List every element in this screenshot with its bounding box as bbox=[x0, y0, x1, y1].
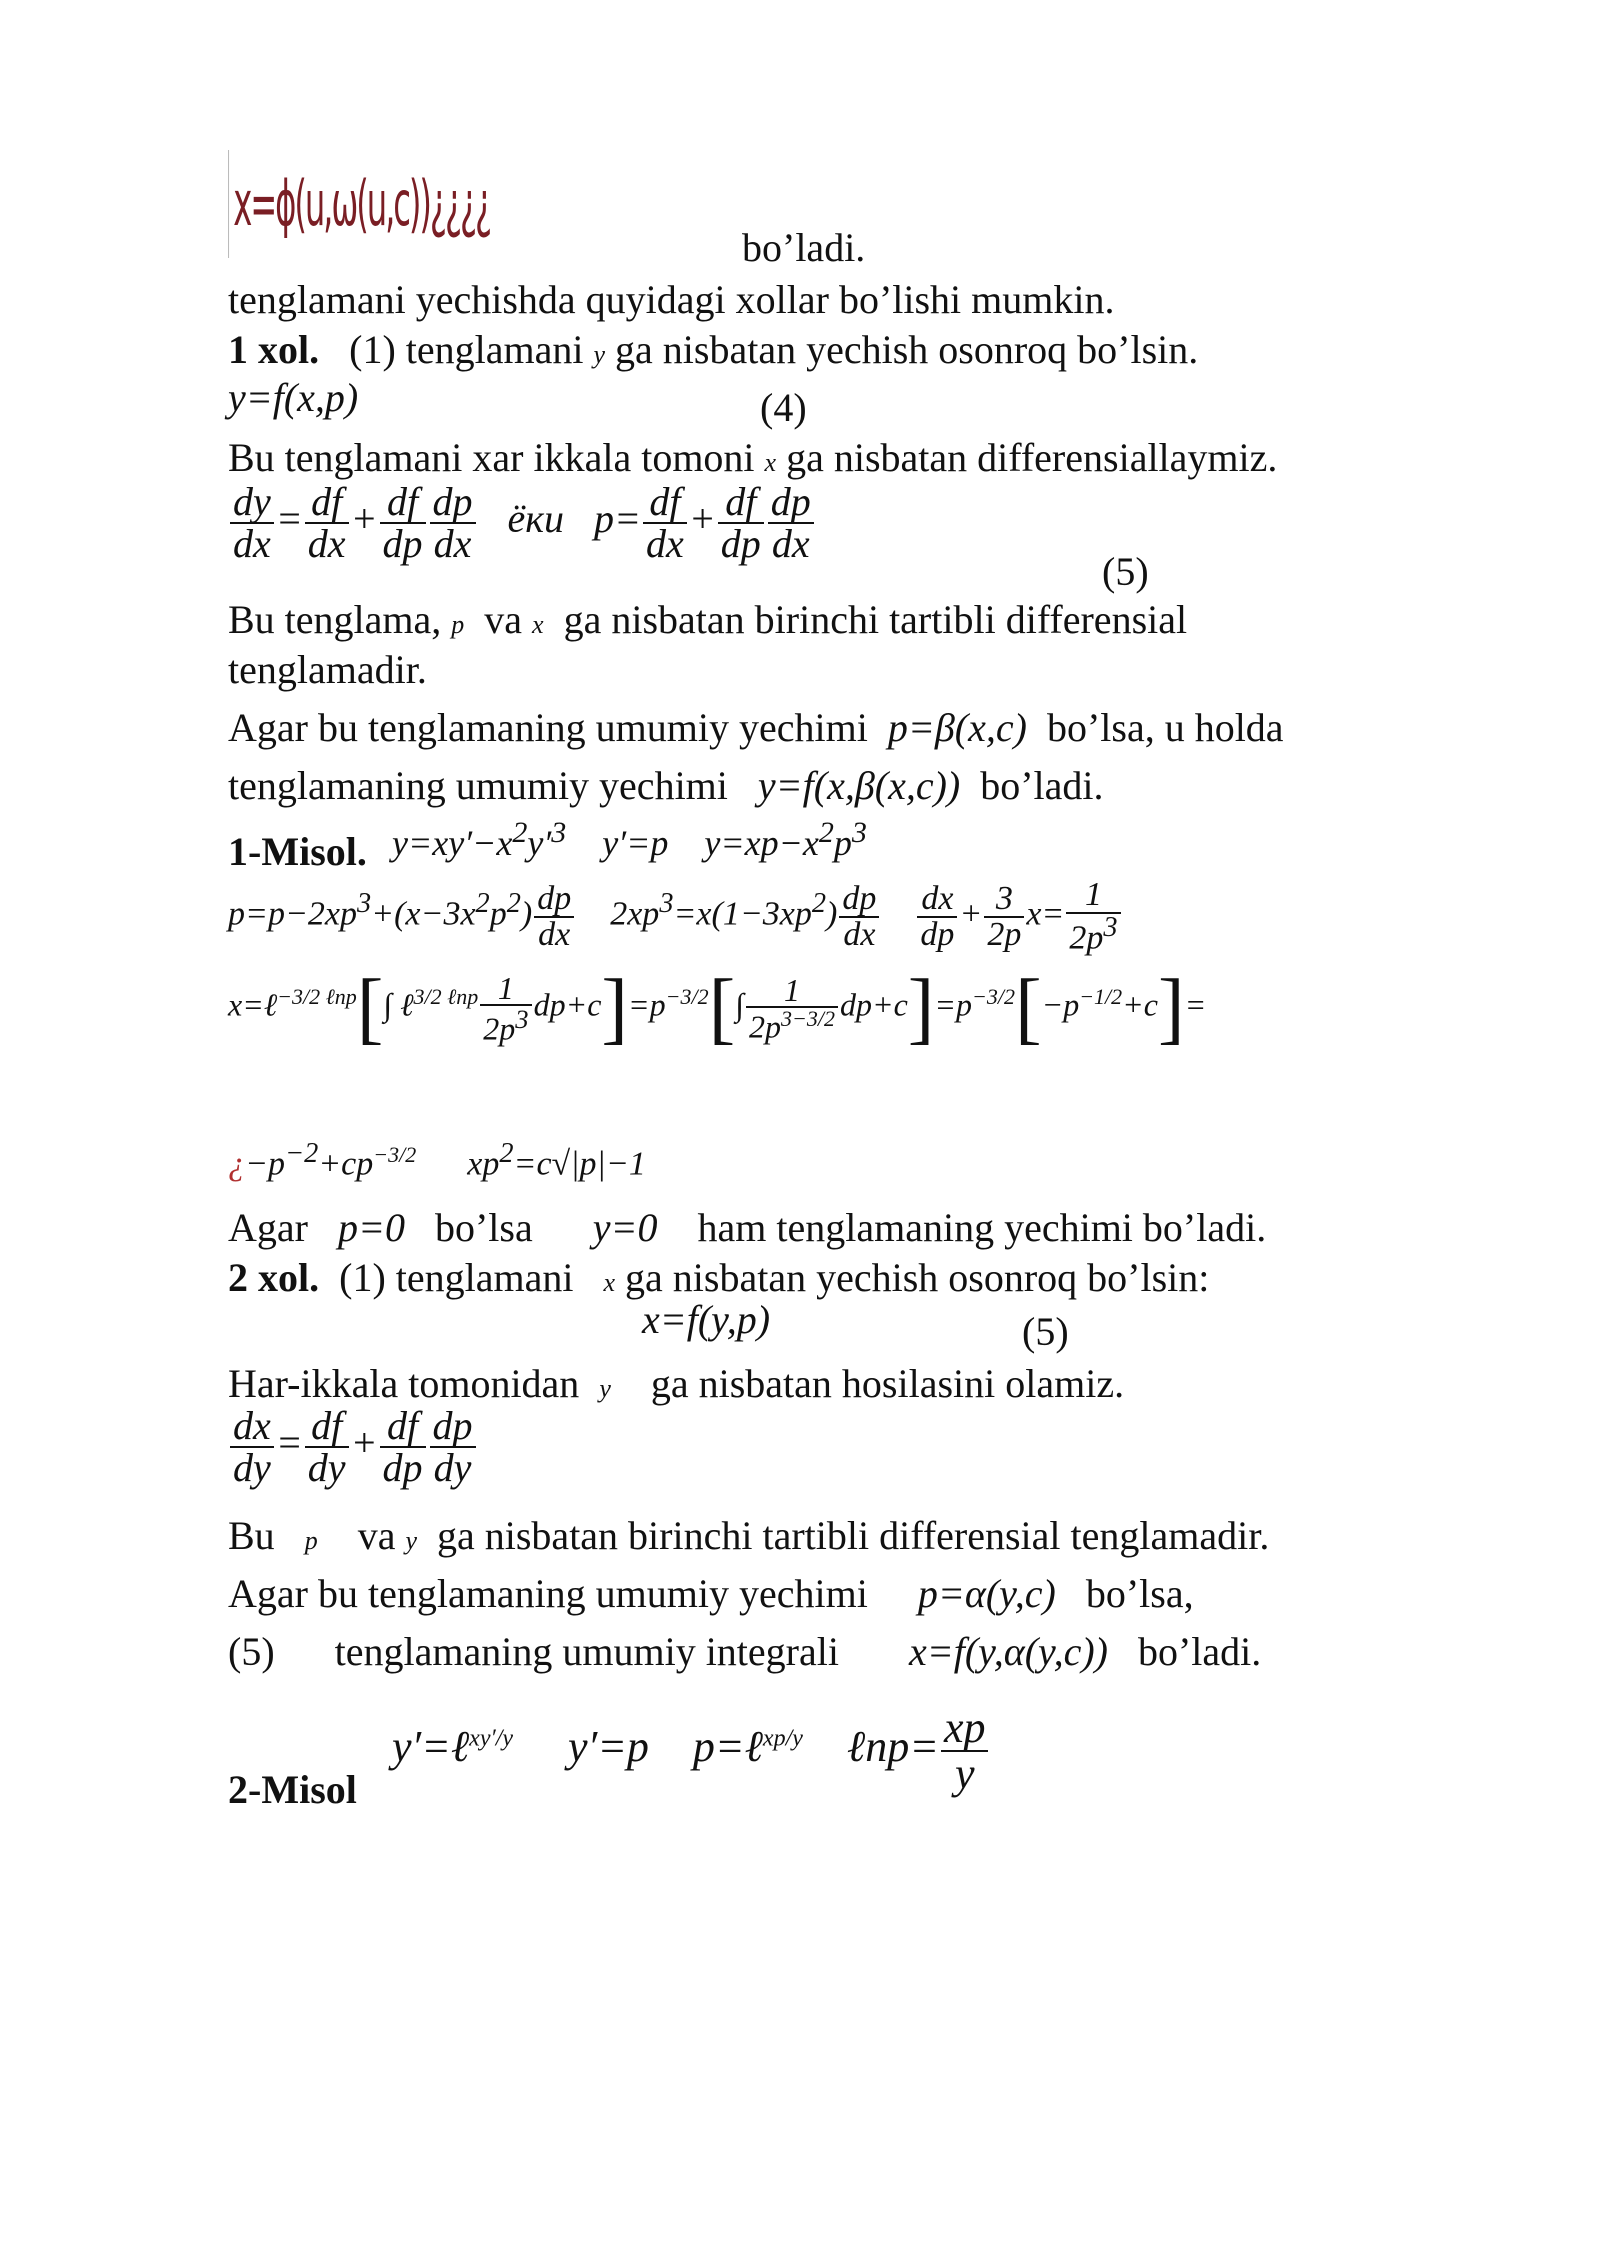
text: Agar bu tenglamaning umumiy yechimi bbox=[228, 705, 868, 750]
fraction: $\frac{df}{dp}$ bbox=[380, 482, 426, 564]
text: ga nisbatan yechish osonroq bo’lsin. bbox=[615, 327, 1199, 372]
text: va bbox=[357, 1513, 396, 1558]
inline-equation: y=0 bbox=[592, 1205, 658, 1250]
text-line: tenglamani yechishda quyidagi xollar bo’lishi mumkin. bbox=[228, 277, 1115, 322]
text-boladi: bo’ladi. bbox=[742, 225, 866, 270]
var-y: y bbox=[405, 1526, 417, 1555]
text: tenglamaning umumiy yechimi bbox=[228, 763, 728, 808]
derivative-equation-2: $\frac{dx}{dy}$ = $\frac{df}{dy}$ + $\frac{df}{dp}$ $\frac{dp}{dy}$ bbox=[228, 1406, 478, 1488]
equation-number-4: (4) bbox=[760, 385, 807, 430]
equation-5: x=f(y,p) bbox=[642, 1297, 771, 1342]
fraction: $\frac{1}{2p^3}$ bbox=[480, 972, 531, 1045]
text: Har-ikkala tomonidan bbox=[228, 1361, 580, 1406]
fraction: $\frac{dx}{dy}$ bbox=[230, 1406, 274, 1488]
fraction: $\frac{3}{2p}$ bbox=[984, 882, 1024, 952]
text: ga nisbatan birinchi tartibli differensial tenglamadir. bbox=[437, 1513, 1270, 1558]
inline-equation: p=α(y,c) bbox=[917, 1571, 1056, 1616]
text: (5) bbox=[228, 1629, 275, 1674]
derivative-equation: $\frac{dy}{dx}$ = $\frac{df}{dx}$ + $\frac{df}{dp}$ $\frac{dp}{dx}$ ёки p= $\frac{df}{dx}$ + $\frac{df}{dp}$ $\frac{dp}{dx}$ bbox=[228, 482, 816, 564]
text: bo’ladi. bbox=[1137, 1629, 1262, 1674]
fraction: $\frac{dp}{dx}$ bbox=[839, 882, 879, 952]
example-1-equation: $y=xy'-x^2y'^3$ y′=p $y=xp-x^2p^3$ bbox=[392, 816, 867, 863]
example-1-step: $p=p-2xp^3+(x-3x^2p^2)$ $\frac{dp}{dx}$ $2xp^3=x(1-3xp^2)$ $\frac{dp}{dx}$ $\frac{dx}{dp}$ + $\frac{3}{2p}$ x= $\frac{1}{2p^3}$ bbox=[228, 878, 1123, 955]
fraction: $\frac{dy}{dx}$ bbox=[230, 482, 274, 564]
text: tenglamaning umumiy integrali bbox=[334, 1629, 839, 1674]
text: ham tenglamaning yechimi bo’ladi. bbox=[697, 1205, 1267, 1250]
var-x: x bbox=[603, 1268, 616, 1297]
text-line bbox=[228, 597, 1188, 642]
text-line bbox=[228, 1205, 1267, 1250]
var-p: p bbox=[304, 1526, 318, 1555]
text: Bu tenglamani xar ikkala tomoni bbox=[228, 435, 755, 480]
var-x: x bbox=[764, 448, 777, 477]
text: (1) tenglamani bbox=[339, 1255, 574, 1300]
fraction: $\frac{df}{dp}$ bbox=[718, 482, 764, 564]
fraction: $\frac{df}{dy}$ bbox=[305, 1406, 349, 1488]
example-2-equation: y′=ℓ$^{xy'/y}$ y′=p p=ℓ$^{xp/y}$ ℓnp= $\frac{xp}{y}$ bbox=[392, 1706, 990, 1796]
text: bo’lsa, u holda bbox=[1046, 705, 1284, 750]
case-1-heading: 1 xol. bbox=[228, 327, 320, 372]
equation-number-5: (5) bbox=[1102, 549, 1149, 594]
text: va bbox=[484, 597, 523, 642]
case-1-line bbox=[228, 327, 1199, 372]
fraction: $\frac{dp}{dy}$ bbox=[430, 1406, 476, 1488]
example-1-solution: x=ℓ$^{-3/2 \ell np}$[∫ ℓ$^{3/2 \ell np}$ $\frac{1}{2p^3}$ $dp+c]=p^{-3/2}[\int$ $\frac{1}{2p^{3-3/2}}$ $dp+c]=p^{-3/2}[-p^{-1/2}+c]=$ bbox=[228, 964, 1207, 1053]
var-p: p bbox=[451, 610, 465, 639]
case-2-heading: 2 xol. bbox=[228, 1255, 320, 1300]
text: (1) tenglamani bbox=[349, 327, 584, 372]
var-x: x bbox=[532, 610, 544, 639]
text: ga nisbatan birinchi tartibli differensial bbox=[563, 597, 1188, 642]
text: ga nisbatan differensiallaymiz. bbox=[786, 435, 1278, 480]
var-y: y bbox=[599, 1374, 611, 1403]
fraction: $\frac{df}{dx}$ bbox=[305, 482, 349, 564]
text-line bbox=[228, 1513, 1270, 1558]
fraction: $\frac{dp}{dx}$ bbox=[430, 482, 476, 564]
fraction: $\frac{dx}{dp}$ bbox=[917, 882, 957, 952]
example-2-heading: 2-Misol bbox=[228, 1767, 357, 1812]
example-1-heading: 1-Misol. bbox=[228, 829, 367, 874]
text: Agar bu tenglamaning umumiy yechimi bbox=[228, 1571, 868, 1616]
fraction: $\frac{1}{2p^{3-3/2}}$ bbox=[746, 974, 838, 1043]
top-formula: x=ϕ(u,ω(u,c))¿¿¿¿ bbox=[228, 150, 490, 258]
text-or: ёки bbox=[507, 496, 564, 542]
text-line bbox=[228, 763, 1104, 808]
inline-equation: x=f(y,α(y,c)) bbox=[908, 1629, 1108, 1674]
fraction: $\frac{df}{dx}$ bbox=[643, 482, 687, 564]
fraction: $\frac{1}{2p^3}$ bbox=[1066, 878, 1120, 955]
text: ga nisbatan hosilasini olamiz. bbox=[650, 1361, 1125, 1406]
inline-equation: p=0 bbox=[337, 1205, 405, 1250]
text: Agar bbox=[228, 1205, 308, 1250]
text-line bbox=[228, 1571, 1194, 1616]
text: ga nisbatan yechish osonroq bo’lsin: bbox=[625, 1255, 1210, 1300]
text: Bu bbox=[228, 1513, 275, 1558]
fraction: $\frac{dp}{dx}$ bbox=[768, 482, 814, 564]
text: Bu tenglama, bbox=[228, 597, 442, 642]
inline-equation: y=f(x,β(x,c)) bbox=[757, 763, 961, 808]
text-line bbox=[228, 1361, 1125, 1406]
example-1-result: ¿$-p^{-2}+cp^{-3/2}$ $xp^2=c√|p|-1$ bbox=[228, 1138, 646, 1183]
equation-4: y=f(x,p) bbox=[228, 375, 359, 420]
text-line: tenglamadir. bbox=[228, 647, 427, 692]
text-line bbox=[228, 435, 1278, 480]
text-line bbox=[228, 1629, 1262, 1674]
text-line bbox=[228, 705, 1284, 750]
inline-equation: p=β(x,c) bbox=[887, 705, 1027, 750]
text: bo’lsa, bbox=[1085, 1571, 1194, 1616]
fraction: $\frac{df}{dp}$ bbox=[380, 1406, 426, 1488]
equation-number-5b: (5) bbox=[1022, 1309, 1069, 1354]
text: bo’lsa bbox=[434, 1205, 533, 1250]
fraction: $\frac{dp}{dx}$ bbox=[534, 882, 574, 952]
text: bo’ladi. bbox=[980, 763, 1104, 808]
case-2-line bbox=[228, 1255, 1210, 1300]
var-y: y bbox=[593, 340, 606, 369]
fraction: $\frac{xp}{y}$ bbox=[941, 1706, 989, 1796]
